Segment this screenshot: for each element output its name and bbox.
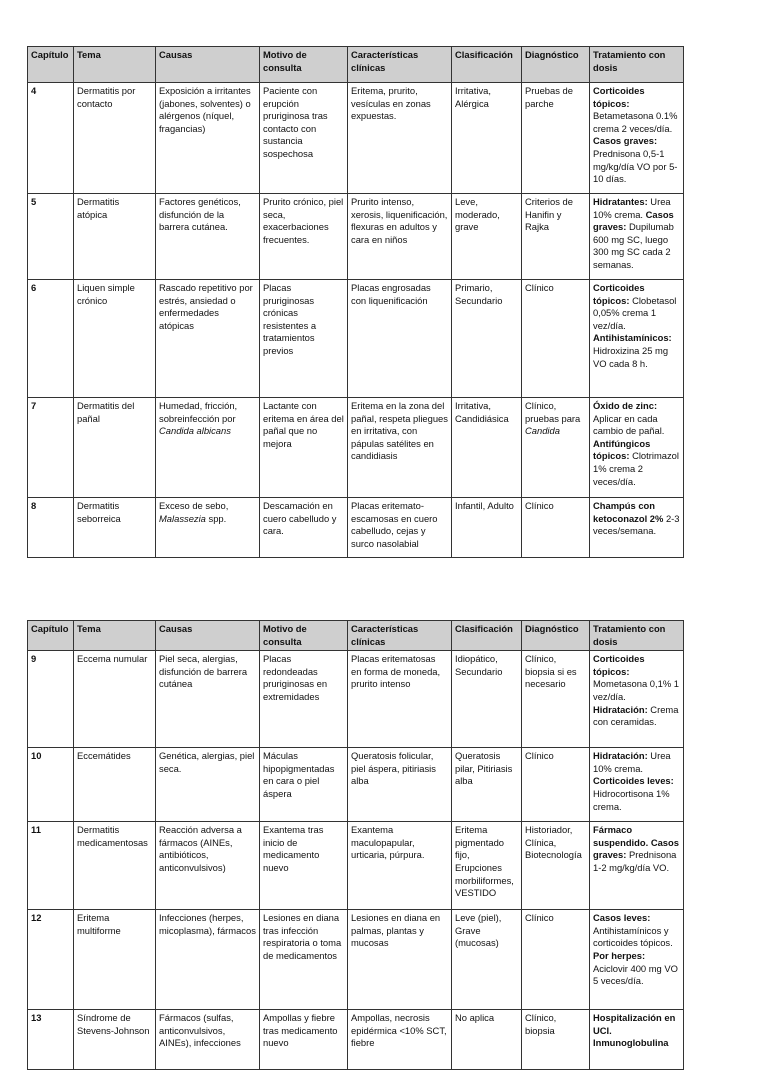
table-row (28, 398, 684, 498)
motivo-cell: Prurito crónico, piel seca, exacerbaciones frecuentes. (260, 194, 348, 280)
tratamiento-cell-text: Crema con ceramidas. (593, 703, 679, 728)
tratamiento-cell-text: Corticoides tópicos: (593, 85, 645, 109)
chapter-cell: 7 (28, 398, 74, 498)
clasificacion-cell: Queratosis pilar, Pitiriasis alba (452, 748, 522, 822)
tema-cell: Síndrome de Stevens-Johnson (74, 1010, 156, 1070)
diagnostico-cell (522, 498, 590, 558)
causas-cell-text: Malassezia (159, 512, 206, 524)
diagnostico-cell-text: Clínico (525, 500, 554, 511)
tratamiento-cell-text: Aciclovir 400 mg VO 5 veces/día. (593, 962, 678, 987)
tratamiento-cell-text: Hidrocortisona 1% crema. (593, 787, 670, 812)
tratamiento-cell-text: Mometasona 0,1% 1 vez/día. (593, 678, 679, 702)
causas-cell (156, 822, 260, 910)
motivo-cell: Lesiones en diana tras infección respiratoria o toma de medicamentos (260, 910, 348, 1010)
causas-cell-text: Exceso de sebo, (159, 500, 229, 511)
motivo-cell: Placas pruriginosas crónicas resistentes a tratamientos previos (260, 280, 348, 398)
tratamiento-cell-text: Betametasona 0.1% crema 2 veces/día. (593, 110, 678, 134)
chapter-cell: 10 (28, 748, 74, 822)
caracteristicas-cell: Eritema en la zona del pañal, respeta pliegues en irritativa, con pápulas satélites en candidiasis (348, 398, 452, 498)
table-header-row (28, 47, 684, 83)
header-caracteristicas-clinicas: Características clínicas (348, 621, 452, 651)
chapter-cell: 12 (28, 910, 74, 1010)
tema-cell: Eccemátides (74, 748, 156, 822)
motivo-cell: Placas redondeadas pruriginosas en extremidades (260, 651, 348, 748)
summary-table-2 (27, 620, 684, 1070)
header-motivo-consulta: Motivo de consulta (260, 47, 348, 83)
clasificacion-cell: Leve, moderado, grave (452, 194, 522, 280)
diagnostico-cell (522, 1010, 590, 1070)
tratamiento-cell (590, 83, 684, 194)
causas-cell-text: Humedad, fricción, sobreinfección por (159, 400, 238, 424)
tratamiento-cell-text: Hospitalización en UCI. (593, 1012, 676, 1036)
causas-cell (156, 748, 260, 822)
caracteristicas-cell: Queratosis folicular, piel áspera, pitiriasis alba (348, 748, 452, 822)
tratamiento-cell-text: 2-3 veces/semana. (593, 512, 680, 537)
chapter-cell: 11 (28, 822, 74, 910)
tratamiento-cell-text: Óxido de zinc: (593, 400, 658, 411)
diagnostico-cell-text: Clínico (525, 750, 554, 762)
diagnostico-cell (522, 280, 590, 398)
header-motivo-consulta: Motivo de consulta (260, 621, 348, 651)
diagnostico-cell-text: Clínico, pruebas para (525, 400, 581, 424)
table-row (28, 748, 684, 822)
tratamiento-cell-text: Antifúngicos tópicos: (593, 437, 651, 462)
header-causas: Causas (156, 47, 260, 83)
tratamiento-cell-text: Antihistamínicos: (593, 332, 672, 344)
table-row (28, 83, 684, 194)
header-clasificacion: Clasificación (452, 47, 522, 83)
tema-cell: Dermatitis del pañal (74, 398, 156, 498)
tratamiento-cell-text: Por herpes: (593, 949, 646, 961)
causas-cell (156, 910, 260, 1010)
diagnostico-cell (522, 748, 590, 822)
causas-cell (156, 83, 260, 194)
tratamiento-cell-text: Hidratación: (593, 703, 648, 715)
tratamiento-cell-text: Casos leves: (593, 912, 651, 924)
tratamiento-cell (590, 280, 684, 398)
motivo-cell: Descamación en cuero cabelludo y cara. (260, 498, 348, 558)
tratamiento-cell-text: Prednisona 0,5-1 mg/kg/día VO por 5-10 días. (593, 147, 678, 185)
clasificacion-cell: Irritativa, Candidiásica (452, 398, 522, 498)
header-tratamiento-dosis: Tratamiento con dosis (590, 47, 684, 83)
diagnostico-cell-text: Historiador, Clínica, Biotecnología (525, 824, 582, 861)
caracteristicas-cell: Placas eritematosas en forma de moneda, prurito intenso (348, 651, 452, 748)
tratamiento-cell-text: Hidroxizina 25 mg VO cada 8 h. (593, 344, 669, 369)
clasificacion-cell: Infantil, Adulto (452, 498, 522, 558)
motivo-cell: Ampollas y fiebre tras medicamento nuevo (260, 1010, 348, 1070)
motivo-cell: Máculas hipopigmentadas en cara o piel áspera (260, 748, 348, 822)
header-tratamiento-dosis: Tratamiento con dosis (590, 621, 684, 651)
diagnostico-cell (522, 822, 590, 910)
caracteristicas-cell: Lesiones en diana en palmas, plantas y mucosas (348, 910, 452, 1010)
header-capitulo: Capítulo (28, 621, 74, 651)
header-clasificacion: Clasificación (452, 621, 522, 651)
causas-cell (156, 398, 260, 498)
diagnostico-cell (522, 83, 590, 194)
tratamiento-cell (590, 498, 684, 558)
diagnostico-cell-text: Criterios de Hanifin y Rajka (525, 196, 573, 233)
causas-cell (156, 1010, 260, 1070)
tema-cell: Eccema numular (74, 651, 156, 748)
causas-cell-text: Rascado repetitivo por estrés, ansiedad o enfermedades atópicas (159, 282, 253, 331)
causas-cell-text: Exposición a irritantes (jabones, solventes) o alérgenos (níquel, fragancias) (159, 85, 251, 134)
causas-cell-text: Reacción adversa a fármacos (AINEs, antibióticos, anticonvulsivos) (159, 824, 242, 873)
caracteristicas-cell: Placas engrosadas con liquenificación (348, 280, 452, 398)
causas-cell-text: Factores genéticos, disfunción de la barrera cutánea. (159, 196, 241, 233)
causas-cell-text: Infecciones (herpes, micoplasma), fármacos (159, 912, 256, 936)
tratamiento-cell-text: Prednisona 1-2 mg/kg/día VO. (593, 849, 677, 873)
motivo-cell: Exantema tras inicio de medicamento nuevo (260, 822, 348, 910)
clasificacion-cell: Idiopático, Secundario (452, 651, 522, 748)
tratamiento-cell-text: Casos graves: (593, 208, 674, 233)
header-tema: Tema (74, 47, 156, 83)
motivo-cell: Lactante con eritema en área del pañal que no mejora (260, 398, 348, 498)
causas-cell (156, 280, 260, 398)
tratamiento-cell (590, 398, 684, 498)
caracteristicas-cell: Exantema maculopapular, urticaria, púrpura. (348, 822, 452, 910)
tratamiento-cell-text: Inmunoglobulina (593, 1037, 669, 1049)
diagnostico-cell-text: Candida (525, 425, 560, 437)
caracteristicas-cell: Prurito intenso, xerosis, liquenificación, flexuras en adultos y cara en niños (348, 194, 452, 280)
table-header-row (28, 621, 684, 651)
causas-cell (156, 498, 260, 558)
tratamiento-cell-text: Clobetasol 0,05% crema 1 vez/día. (593, 294, 677, 331)
clasificacion-cell: Primario, Secundario (452, 280, 522, 398)
causas-cell-text: Fármacos (sulfas, anticonvulsivos, AINEs), infecciones (159, 1012, 241, 1049)
header-diagnostico: Diagnóstico (522, 47, 590, 83)
diagnostico-cell-text: Clínico (525, 282, 554, 293)
tema-cell: Liquen simple crónico (74, 280, 156, 398)
tema-cell: Dermatitis por contacto (74, 83, 156, 194)
table-row (28, 280, 684, 398)
clasificacion-cell: Leve (piel), Grave (mucosas) (452, 910, 522, 1010)
causas-cell-text: Genética, alergias, piel seca. (159, 750, 255, 774)
tratamiento-cell-text: Aplicar en cada cambio de pañal. (593, 412, 665, 437)
tema-cell: Dermatitis atópica (74, 194, 156, 280)
summary-table-1 (27, 46, 684, 558)
chapter-cell: 13 (28, 1010, 74, 1070)
diagnostico-cell (522, 398, 590, 498)
tratamiento-cell-text: Corticoides tópicos: (593, 282, 645, 306)
tratamiento-cell (590, 822, 684, 910)
diagnostico-cell-text: Clínico, biopsia (525, 1012, 557, 1036)
table-row (28, 822, 684, 910)
table-row (28, 651, 684, 748)
header-capitulo: Capítulo (28, 47, 74, 83)
tratamiento-cell-text: Urea 10% crema. (593, 196, 671, 220)
causas-cell-text: Candida albicans (159, 425, 231, 437)
tratamiento-cell (590, 1010, 684, 1070)
tratamiento-cell (590, 651, 684, 748)
tratamiento-cell-text: Corticoides leves: (593, 775, 674, 787)
caracteristicas-cell: Eritema, prurito, vesículas en zonas expuestas. (348, 83, 452, 194)
tratamiento-cell-text: Corticoides tópicos: (593, 653, 645, 677)
tratamiento-cell-text: Antihistamínicos y corticoides tópicos. (593, 924, 673, 949)
tema-cell: Eritema multiforme (74, 910, 156, 1010)
tema-cell: Dermatitis seborreica (74, 498, 156, 558)
chapter-cell: 6 (28, 280, 74, 398)
chapter-cell: 8 (28, 498, 74, 558)
diagnostico-cell-text: Clínico, biopsia si es necesario (525, 653, 577, 690)
causas-cell (156, 194, 260, 280)
causas-cell-text: spp. (205, 512, 227, 524)
tratamiento-cell (590, 194, 684, 280)
header-tema: Tema (74, 621, 156, 651)
clasificacion-cell: Eritema pigmentado fijo, Erupciones morbiliformes, VESTIDO (452, 822, 522, 910)
tratamiento-cell-text: Urea 10% crema. (593, 750, 671, 774)
tratamiento-cell-text: Fármaco suspendido. (593, 824, 649, 848)
causas-cell (156, 651, 260, 748)
header-diagnostico: Diagnóstico (522, 621, 590, 651)
chapter-cell: 5 (28, 194, 74, 280)
header-caracteristicas-clinicas: Características clínicas (348, 47, 452, 83)
tratamiento-cell-text: Champús con ketoconazol 2% (593, 500, 664, 524)
tratamiento-cell-text: Casos graves: (593, 836, 679, 861)
clasificacion-cell: No aplica (452, 1010, 522, 1070)
caracteristicas-cell: Ampollas, necrosis epidérmica <10% SCT, fiebre (348, 1010, 452, 1070)
clasificacion-cell: Irritativa, Alérgica (452, 83, 522, 194)
diagnostico-cell (522, 194, 590, 280)
table-row (28, 194, 684, 280)
diagnostico-cell-text: Clínico (525, 912, 554, 924)
tratamiento-cell (590, 748, 684, 822)
tratamiento-cell-text: Hidratantes: (593, 196, 648, 207)
tratamiento-cell (590, 910, 684, 1010)
tratamiento-cell-text: Dupilumab 600 mg SC, luego 300 mg SC cada 2 semanas. (593, 221, 674, 270)
tratamiento-cell-text: Casos graves: (593, 135, 658, 147)
tratamiento-cell-text: Hidratación: (593, 750, 648, 762)
tema-cell: Dermatitis medicamentosas (74, 822, 156, 910)
causas-cell-text: Piel seca, alergias, disfunción de barrera cutánea (159, 653, 248, 690)
diagnostico-cell (522, 910, 590, 1010)
motivo-cell: Paciente con erupción pruriginosa tras contacto con sustancia sospechosa (260, 83, 348, 194)
table-row (28, 498, 684, 558)
table-row (28, 1010, 684, 1070)
table-row (28, 910, 684, 1010)
diagnostico-cell-text: Pruebas de parche (525, 85, 573, 109)
chapter-cell: 9 (28, 651, 74, 748)
header-causas: Causas (156, 621, 260, 651)
tratamiento-cell-text: Clotrimazol 1% crema 2 veces/día. (593, 450, 679, 487)
caracteristicas-cell: Placas eritemato-escamosas en cuero cabelludo, cejas y surco nasolabial (348, 498, 452, 558)
diagnostico-cell (522, 651, 590, 748)
chapter-cell: 4 (28, 83, 74, 194)
